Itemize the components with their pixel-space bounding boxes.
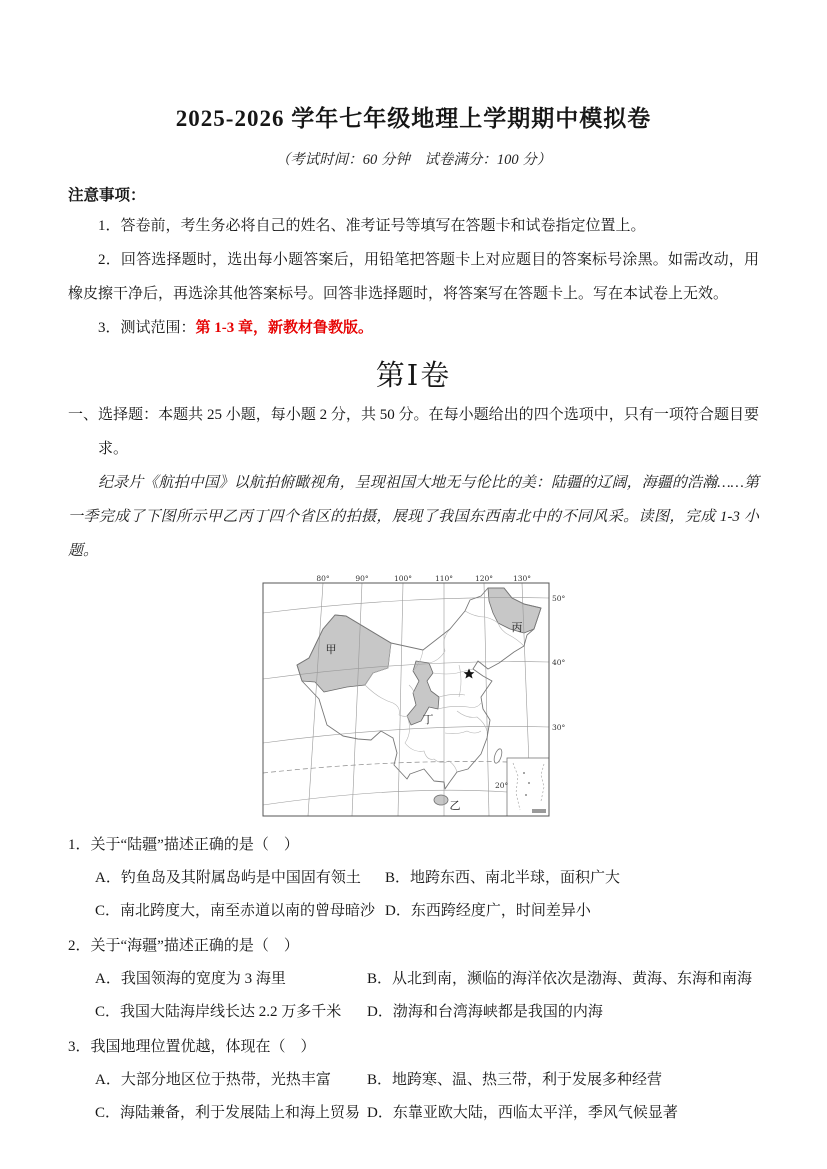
notice-item-1: 1．答卷前，考生务必将自己的姓名、准考证号等填写在答题卡和试卷指定位置上。	[98, 218, 646, 234]
question-1-option-b: B．地跨东西、南北半球，面积广大	[385, 870, 621, 886]
question-1-stem: 1．关于“陆疆”描述正确的是（ ）	[68, 837, 299, 853]
lon-label-100: 100°	[393, 574, 412, 583]
taiwan-island	[492, 748, 503, 764]
question-3-option-c: C．海陆兼备，利于发展陆上和海上贸易	[95, 1105, 361, 1121]
question-2-options-ab	[68, 963, 759, 996]
question-3-option-a: A．大部分地区位于热带，光热丰富	[95, 1072, 331, 1088]
lat-label-30: 30°	[551, 723, 565, 732]
notice-section	[68, 183, 759, 345]
question-3-options-ab	[68, 1064, 759, 1097]
lon-label-110: 110°	[434, 574, 453, 583]
question-1-options-cd	[68, 895, 759, 928]
lat-label-50: 50°	[551, 594, 565, 603]
section-title: 第Ⅰ卷	[375, 360, 452, 392]
question-1-option-a: A．钓鱼岛及其附属岛屿是中国固有领土	[95, 870, 361, 886]
question-3-option-d: D．东靠亚欧大陆，西临太平洋，季风气候显著	[367, 1105, 678, 1121]
lon-label-120: 120°	[474, 574, 493, 583]
label-bing: 丙	[511, 621, 522, 634]
question-1-options-ab	[68, 862, 759, 895]
lat-label-20: 20°	[494, 781, 508, 790]
label-jia: 甲	[325, 643, 336, 656]
question-3-option-b: B．地跨寒、温、热三带，利于发展多种经营	[367, 1072, 663, 1088]
china-map-figure	[261, 573, 567, 825]
notice-item-3	[68, 311, 759, 345]
tropic-of-cancer-line	[263, 761, 509, 773]
notice-item-2: 2．回答选择题时，选出每小题答案后，用铅笔把答题卡上对应题目的答案标号涂黑。如需改动，用橡皮擦干净后，再选涂其他答案标号。回答非选择题时，将答案写在答题卡上。写在本试卷上无效。	[68, 252, 759, 302]
lon-label-90: 90°	[354, 574, 369, 583]
question-passage: 纪录片《航拍中国》以航拍俯瞰视角，呈现祖国大地无与伦比的美：陆疆的辽阔，海疆的浩瀚……第一季完成了下图所示甲乙丙丁四个省区的拍摄，展现了我国东西南北中的不同风采。读图，完成 1-3 小题。	[68, 475, 759, 559]
longitude-labels	[316, 574, 531, 583]
province-borders	[365, 611, 524, 772]
notice-item-3-scope: 第 1-3 章，新教材鲁教版。	[195, 320, 374, 336]
choice-section-instructions: 一、选择题：本题共 25 小题，每小题 2 分，共 50 分。在每小题给出的四个选项中，只有一项符合题目要求。	[68, 407, 759, 457]
label-ding: 丁	[422, 713, 433, 726]
question-3-options-cd	[68, 1097, 759, 1130]
question-1	[68, 829, 759, 928]
page-title: 2025-2026 学年七年级地理上学期期中模拟卷	[175, 106, 652, 131]
region-yi-hainan	[434, 795, 448, 805]
notice-heading: 注意事项：	[68, 187, 146, 204]
question-2-option-c: C．我国大陆海岸线长达 2.2 万多千米	[95, 1004, 342, 1020]
lat-label-40: 40°	[551, 658, 565, 667]
label-yi: 乙	[449, 799, 460, 812]
question-2-options-cd	[68, 996, 759, 1029]
question-3	[68, 1031, 759, 1130]
lon-label-80: 80°	[315, 574, 330, 583]
question-2-stem: 2．关于“海疆”描述正确的是（ ）	[68, 938, 299, 954]
question-2-option-a: A．我国领海的宽度为 3 海里	[95, 971, 286, 987]
question-3-stem: 3．我国地理位置优越，体现在（ ）	[68, 1039, 316, 1055]
exam-info: （考试时间：60 分钟 试卷满分：100 分）	[275, 152, 552, 168]
question-1-option-d: D．东西跨经度广，时间差异小	[385, 903, 591, 919]
question-2-option-d: D．渤海和台湾海峡都是我国的内海	[367, 1004, 603, 1020]
question-1-option-c: C．南北跨度大，南至赤道以南的曾母暗沙	[95, 903, 376, 919]
china-map	[261, 573, 567, 825]
question-2	[68, 930, 759, 1029]
beijing-star-icon	[463, 669, 474, 679]
question-2-option-b: B．从北到南，濒临的海洋依次是渤海、黄海、东海和南海	[367, 971, 753, 987]
lon-label-130: 130°	[512, 574, 531, 583]
south-china-sea-inset	[507, 758, 549, 816]
notice-item-3-prefix: 3．测试范围：	[98, 320, 196, 336]
